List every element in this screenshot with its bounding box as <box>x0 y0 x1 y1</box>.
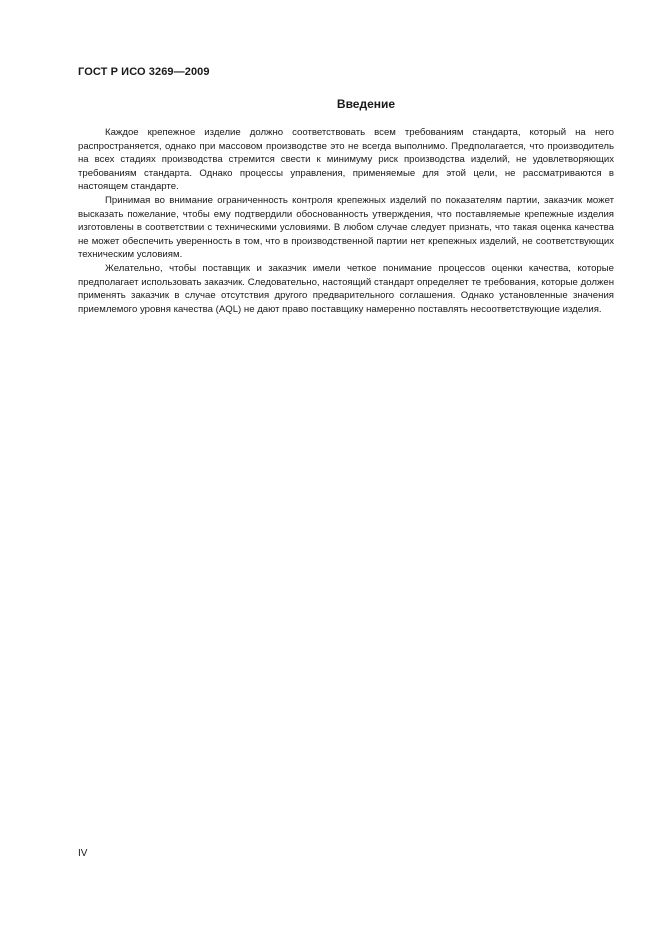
page-number: IV <box>78 848 88 859</box>
paragraph-1: Каждое крепежное изделие должно соответствовать всем требованиям стандарта, который на него распространяется, однако при массовом производстве это не всегда выполнимо. Предполагается, что производитель на всех стадиях производства стремится свести к минимуму риск производства изделий, не удовлетворяющих требованиям стандарта. Однако процессы управления, применяемые для этой цели, не рассматриваются в настоящем стандарте. <box>78 127 614 193</box>
paragraph-2: Принимая во внимание ограниченность контроля крепежных изделий по показателям партии, заказчик может высказать пожелание, чтобы ему подтвердили обоснованность утверждения, что поставляемые крепежные изделия изготовлены в соответствии с техническими условиями. В любом случае следует признать, что такая оценка качества не может обеспечить уверенность в том, что в производственной партии нет крепежных изделий, не соответствующих техническим условиям. <box>78 194 614 261</box>
section-title-text: Введение <box>336 97 396 111</box>
document-code-header: ГОСТ Р ИСО 3269—2009 <box>78 66 210 78</box>
introduction-body <box>78 126 614 316</box>
paragraph-3: Желательно, чтобы поставщик и заказчик имели четкое понимание процессов оценки качества, которые предполагает использовать заказчик. Следовательно, настоящий стандарт определяет те требования, которые должен применять заказчик в случае отсутствия другого предварительного соглашения. Однако установленные значения приемлемого уровня качества (AQL) не дают право поставщику намеренно поставлять несоответствующие изделия. <box>78 262 614 315</box>
section-title <box>78 97 614 111</box>
